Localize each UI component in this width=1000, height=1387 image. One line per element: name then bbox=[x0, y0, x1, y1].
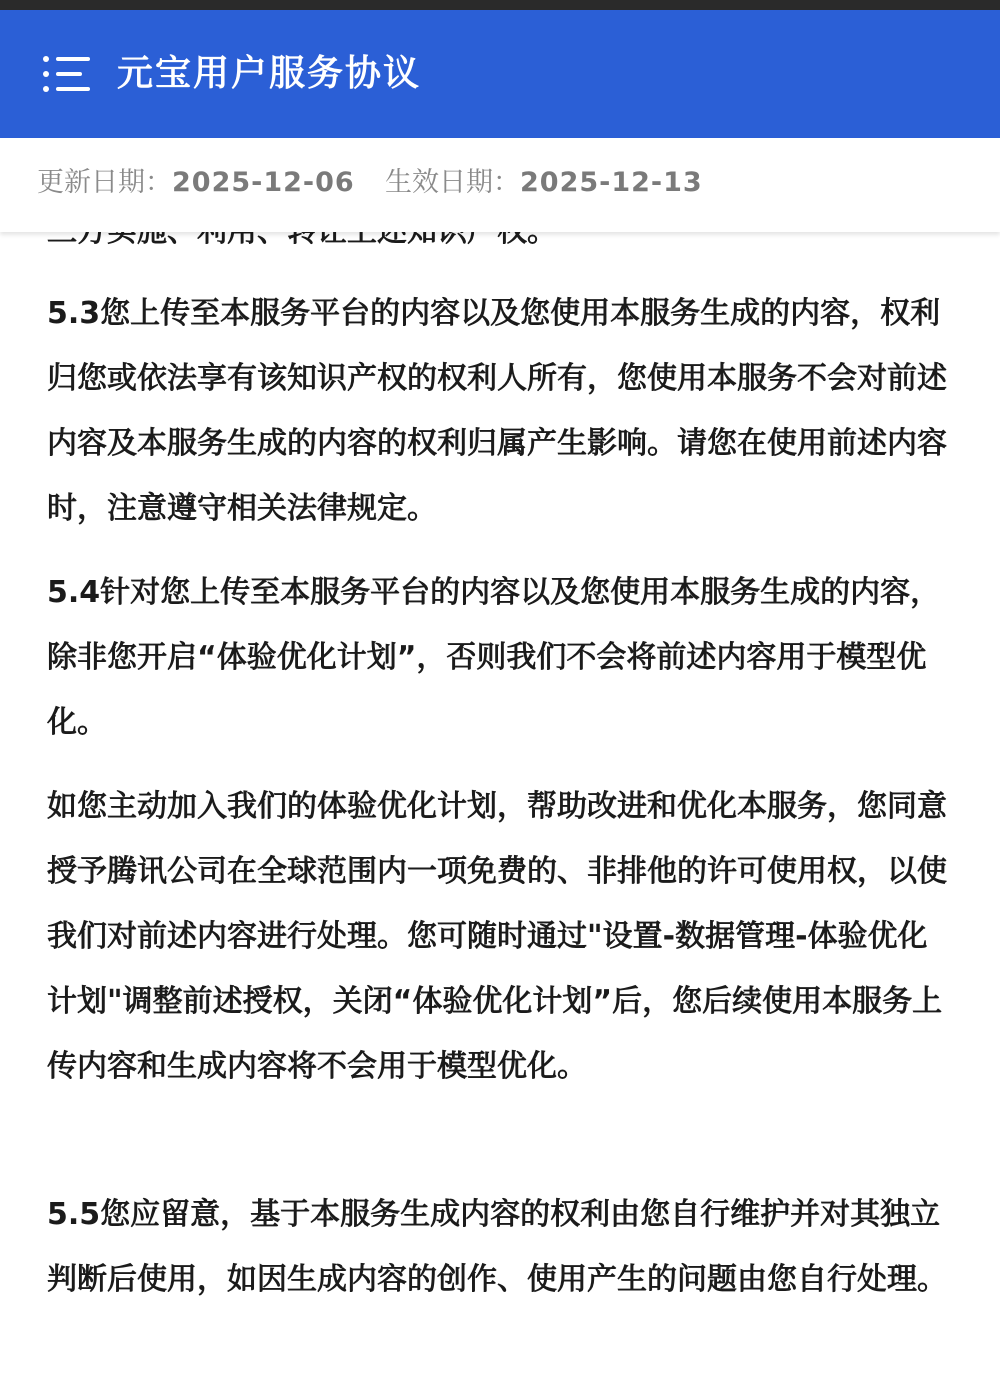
effective-date-label: 生效日期： bbox=[385, 167, 520, 198]
clause-5-4-optimization-plan: 如您主动加入我们的体验优化计划，帮助改进和优化本服务，您同意授予腾讯公司在全球范围内一项免费的、非排他的许可使用权，以使我们对前述内容进行处理。您可随时通过"设置-数据管理-体验优化计划"调整前述授权，关闭“体验优化计划”后，您后续使用本服务上传内容和生成内容将不会用于模型优化。 bbox=[47, 789, 947, 1084]
updated-date bbox=[37, 166, 355, 200]
page-title: 元宝用户服务协议 bbox=[117, 53, 422, 94]
status-bar-strip bbox=[0, 0, 1000, 10]
date-info-bar bbox=[0, 138, 1000, 232]
clause-5-5: 5.5您应留意，基于本服务生成内容的权利由您自行维护并对其独立判断后使用，如因生成内容的创作、使用产生的问题由您自行处理。 bbox=[47, 1197, 947, 1297]
clause-5-3: 5.3您上传至本服务平台的内容以及您使用本服务生成的内容，权利归您或依法享有该知识产权的权利人所有，您使用本服务不会对前述内容及本服务生成的内容的权利归属产生影响。请您在使用前述内容时，注意遵守相关法律规定。 bbox=[47, 296, 947, 526]
menu-icon[interactable] bbox=[42, 56, 92, 92]
agreement-content[interactable] bbox=[0, 232, 1000, 1387]
app-header bbox=[0, 10, 1000, 138]
updated-date-value: 2025-12-06 bbox=[172, 167, 355, 198]
effective-date-value: 2025-12-13 bbox=[520, 167, 703, 198]
updated-date-label: 更新日期： bbox=[37, 167, 172, 198]
clause-5-4: 5.4针对您上传至本服务平台的内容以及您使用本服务生成的内容，除非您开启“体验优化计划”，否则我们不会将前述内容用于模型优化。 bbox=[47, 575, 941, 740]
effective-date bbox=[385, 166, 703, 200]
